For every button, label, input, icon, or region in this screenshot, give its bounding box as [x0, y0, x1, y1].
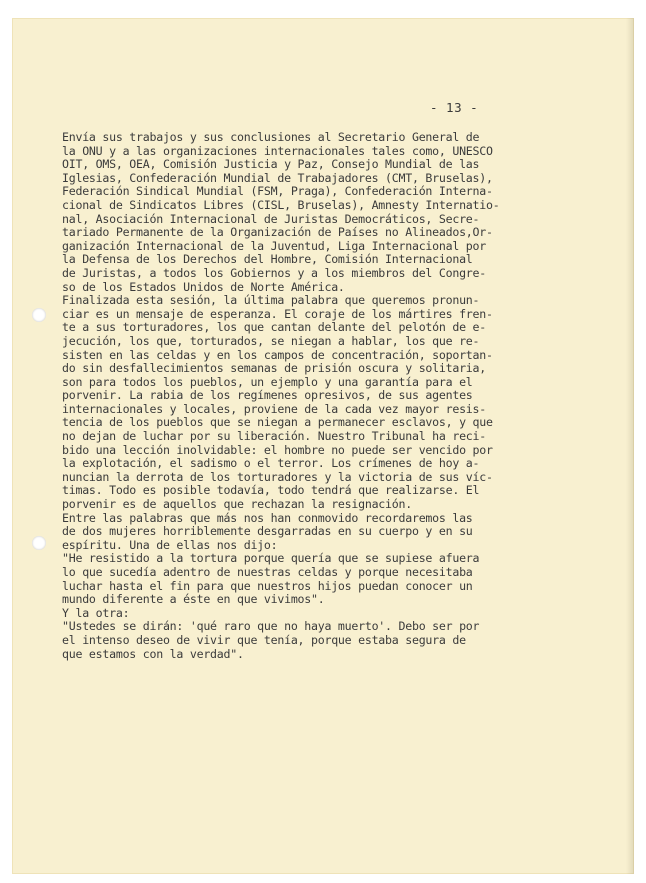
text-line: el intenso deseo de vivir que tenía, porque estaba segura de: [62, 632, 466, 647]
text-line: tencia de los pueblos que se niegan a permanecer esclavos, y que: [62, 415, 493, 430]
page-edge-shadow: [626, 18, 634, 874]
text-line: porvenir es de aquellos que rechazan la resignación.: [62, 497, 412, 512]
text-line: mundo diferente a éste en que vivimos".: [62, 592, 325, 607]
text-line: de Juristas, a todos los Gobiernos y a los miembros del Congre-: [62, 265, 486, 280]
text-line: son para todos los pueblos, un ejemplo y una garantía para el: [62, 374, 473, 389]
text-line: timas. Todo es posible todavía, todo tendrá que realizarse. El: [62, 483, 480, 498]
text-line: te a sus torturadores, los que cantan delante del pelotón de e-: [62, 320, 486, 335]
text-line: so de los Estados Unidos de Norte América.: [62, 279, 345, 294]
punch-hole: [32, 308, 46, 322]
text-line: Iglesias, Confederación Mundial de Trabajadores (CMT, Bruselas),: [62, 170, 493, 185]
text-line: nal, Asociación Internacional de Juristas Democráticos, Secre-: [62, 211, 480, 226]
text-line: Y la otra:: [62, 605, 130, 620]
punch-hole: [32, 536, 46, 550]
text-line: cional de Sindicatos Libres (CISL, Bruselas), Amnesty Internatio-: [62, 197, 500, 212]
text-line: la ONU y a las organizaciones internacionales tales como, UNESCO: [62, 143, 493, 158]
text-line: no dejan de luchar por su liberación. Nuestro Tribunal ha reci-: [62, 429, 486, 444]
text-line: Envía sus trabajos y sus conclusiones al Secretario General de: [62, 130, 480, 144]
text-line: la Defensa de los Derechos del Hombre, Comisión Internacional: [62, 252, 473, 267]
text-line: OIT, OMS, OEA, Comisión Justicia y Paz, Consejo Mundial de las: [62, 157, 480, 172]
text-line: jecución, los que, torturados, se niegan a hablar, los que re-: [62, 333, 480, 348]
text-line: porvenir. La rabia de los regímenes opresivos, de sus agentes: [62, 388, 473, 403]
text-line: "Ustedes se dirán: 'qué raro que no haya muerto'. Debo ser por: [62, 619, 480, 634]
text-line: nuncian la derrota de los torturadores y la victoria de sus víc-: [62, 469, 493, 484]
text-line: ganización Internacional de la Juventud, Liga Internacional por: [62, 238, 486, 253]
page-number: - 13 -: [430, 100, 479, 115]
text-line: la explotación, el sadismo o el terror. Los crímenes de hoy a-: [62, 456, 480, 471]
text-line: "He resistido a la tortura porque quería que se supiese afuera: [62, 551, 480, 566]
text-line: bido una lección inolvidable: el hombre no puede ser vencido por: [62, 442, 493, 457]
text-line: internacionales y locales, proviene de la cada vez mayor resis-: [62, 401, 486, 416]
text-line: de dos mujeres horriblemente desgarradas en su cuerpo y en su: [62, 524, 473, 539]
text-line: Entre las palabras que más nos han conmovido recordaremos las: [62, 510, 473, 525]
text-line: do sin desfallecimientos semanas de prisión oscura y solitaria,: [62, 361, 486, 376]
text-line: que estamos con la verdad".: [62, 646, 244, 661]
body-text: [62, 131, 542, 661]
text-line: tariado Permanente de la Organización de Países no Alineados,Or-: [62, 225, 493, 240]
text-line: espíritu. Una de ellas nos dijo:: [62, 537, 278, 552]
text-line: luchar hasta el fin para que nuestros hijos puedan conocer un: [62, 578, 473, 593]
text-line: sisten en las celdas y en los campos de concentración, soportan-: [62, 347, 493, 362]
text-line: Finalizada esta sesión, la última palabra que queremos pronun-: [62, 293, 480, 308]
text-line: Federación Sindical Mundial (FSM, Praga), Confederación Interna-: [62, 184, 493, 199]
text-line: ciar es un mensaje de esperanza. El coraje de los mártires fren-: [62, 306, 493, 321]
text-line: lo que sucedía adentro de nuestras celdas y porque necesitaba: [62, 565, 473, 579]
